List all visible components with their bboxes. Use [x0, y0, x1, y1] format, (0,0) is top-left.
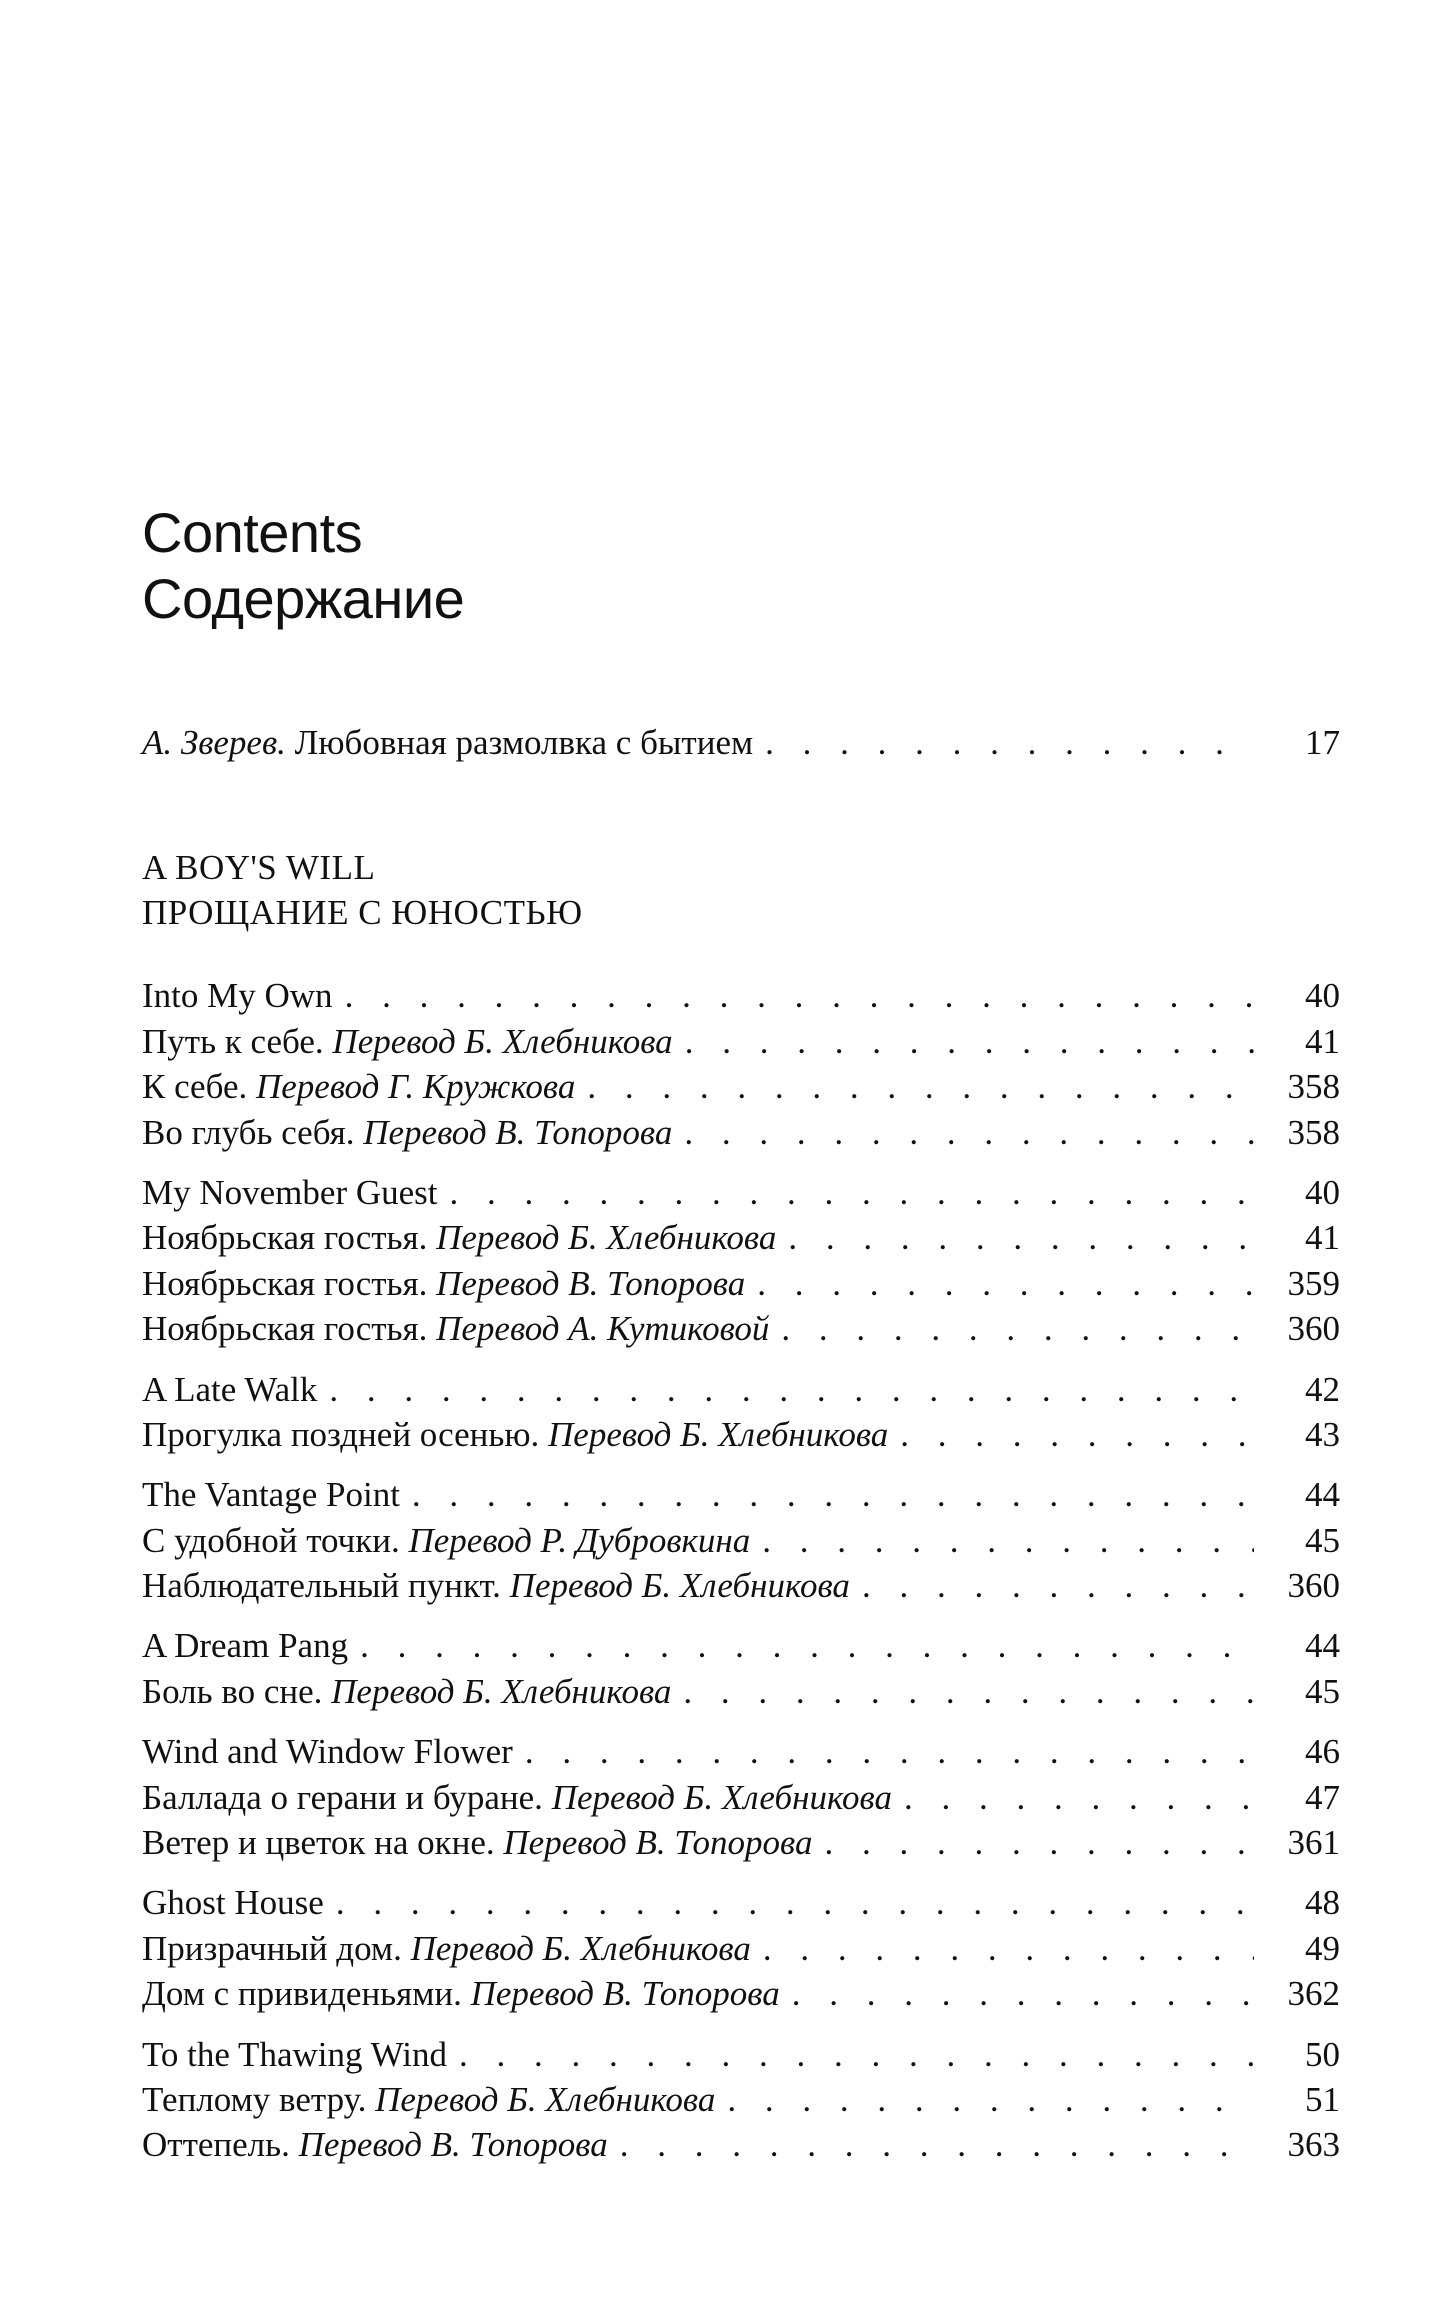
entry-page-number: 358	[1287, 1112, 1340, 1152]
entry-title: Into My Own	[142, 976, 333, 1016]
entry-text	[142, 1820, 813, 1865]
translation-entry	[142, 1563, 1340, 1608]
spacer	[142, 2017, 1340, 2032]
entry-group	[142, 1623, 1340, 1714]
entry-title: Wind and Window Flower	[142, 1732, 513, 1772]
entry-page-number: 41	[1305, 1218, 1340, 1258]
dot-leader	[780, 1971, 1254, 2016]
dot-leader	[850, 1563, 1254, 1608]
dot-leader	[769, 1306, 1254, 1351]
entry-text	[142, 1518, 750, 1563]
entry-page-number: 360	[1287, 1566, 1340, 1606]
entry-page-number: 358	[1287, 1067, 1340, 1107]
entry-title: К себе.	[142, 1067, 248, 1107]
entry-text	[142, 1729, 513, 1774]
entry-translator: Перевод Б. Хлебникова	[410, 1928, 751, 1968]
entry-page-number: 363	[1287, 2125, 1340, 2165]
entry-page-number: 45	[1305, 1671, 1340, 1711]
intro-title: Любовная размолвка с бытием	[294, 723, 754, 762]
entry-title: Призрачный дом.	[142, 1928, 402, 1968]
entry-text	[142, 2077, 715, 2122]
dot-leader	[813, 1820, 1254, 1865]
dot-leader	[715, 2077, 1254, 2122]
entry-text	[142, 1215, 776, 1260]
intro-page-number: 17	[1305, 723, 1340, 762]
entry-text	[142, 1669, 671, 1714]
translation-entry	[142, 1215, 1340, 1260]
spacer	[142, 1608, 1340, 1623]
entry-page-number: 51	[1305, 2079, 1340, 2119]
spacer	[142, 1352, 1340, 1367]
translation-entry	[142, 1518, 1340, 1563]
dot-leader	[745, 1261, 1254, 1306]
original-poem-entry	[142, 2032, 1340, 2077]
entry-title: To the Thawing Wind	[142, 2034, 447, 2074]
original-poem-entry	[142, 1367, 1340, 1412]
intro-author: А. Зверев.	[142, 723, 286, 762]
entry-page-number: 362	[1287, 1974, 1340, 2014]
translation-entry	[142, 1306, 1340, 1351]
entry-group	[142, 2032, 1340, 2168]
dot-leader	[575, 1064, 1254, 1109]
dot-leader	[750, 1518, 1254, 1563]
translation-entry	[142, 1926, 1340, 1971]
entry-page-number: 42	[1305, 1369, 1340, 1409]
entry-translator: Перевод Г. Кружкова	[255, 1067, 576, 1107]
entry-translator: Перевод Б. Хлебникова	[548, 1414, 889, 1454]
entry-translator: Перевод Б. Хлебникова	[551, 1777, 892, 1817]
section-title-english: A BOY'S WILL	[142, 848, 376, 888]
translation-entry	[142, 1820, 1340, 1865]
entry-text	[142, 1926, 751, 1971]
entry-text	[142, 1019, 673, 1064]
entry-translator: Перевод В. Топорова	[436, 1263, 746, 1303]
original-poem-entry	[142, 1170, 1340, 1215]
spacer	[142, 935, 1340, 973]
intro-entry-text	[142, 720, 753, 765]
translation-entry	[142, 1110, 1340, 1155]
intro-entry	[142, 720, 1340, 765]
entry-translator: Перевод В. Топорова	[298, 2125, 608, 2165]
entry-title: Ноябрьская гостья.	[142, 1263, 428, 1303]
entry-translator: Перевод Б. Хлебникова	[509, 1566, 850, 1606]
entry-page-number: 46	[1305, 1732, 1340, 1772]
entry-text	[142, 2032, 447, 2077]
entry-title: My November Guest	[142, 1172, 438, 1212]
entry-page-number: 359	[1287, 1263, 1340, 1303]
entry-text	[142, 1775, 892, 1820]
entry-page-number: 361	[1287, 1823, 1340, 1863]
translation-entry	[142, 1669, 1340, 1714]
dot-leader	[751, 1926, 1254, 1971]
entry-page-number: 48	[1305, 1883, 1340, 1923]
entry-text	[142, 1563, 850, 1608]
entry-title: Прогулка поздней осенью.	[142, 1414, 540, 1454]
entry-page-number: 41	[1305, 1021, 1340, 1061]
original-poem-entry	[142, 1623, 1340, 1668]
entry-group	[142, 1367, 1340, 1458]
heading-english: Contents	[142, 501, 363, 564]
dot-leader	[888, 1412, 1254, 1457]
entry-title: Во глубь себя.	[142, 1112, 355, 1152]
spacer	[142, 1714, 1340, 1729]
translation-entry	[142, 1064, 1340, 1109]
entry-group	[142, 973, 1340, 1155]
entry-page-number: 40	[1305, 1172, 1340, 1212]
entry-title: Ноябрьская гостья.	[142, 1218, 428, 1258]
heading-russian: Содержание	[142, 567, 465, 630]
dot-leader	[673, 1019, 1254, 1064]
entry-title: A Late Walk	[142, 1369, 318, 1409]
entry-title: С удобной точки.	[142, 1520, 400, 1560]
entry-text	[142, 1367, 317, 1412]
entry-page-number: 360	[1287, 1309, 1340, 1349]
entry-title: Наблюдательный пункт.	[142, 1566, 501, 1606]
entry-translator: Перевод А. Кутиковой	[436, 1309, 770, 1349]
entry-translator: Перевод Б. Хлебникова	[331, 1671, 672, 1711]
entry-page-number: 50	[1305, 2034, 1340, 2074]
entry-text	[142, 1880, 324, 1925]
entry-text	[142, 1472, 400, 1517]
original-poem-entry	[142, 1472, 1340, 1517]
entry-title: A Dream Pang	[142, 1626, 349, 1666]
spacer	[142, 1457, 1340, 1472]
entry-translator: Перевод Б. Хлебникова	[375, 2079, 716, 2119]
entry-page-number: 40	[1305, 976, 1340, 1016]
entry-text	[142, 1261, 745, 1306]
translation-entry	[142, 1412, 1340, 1457]
entry-group	[142, 1170, 1340, 1352]
entry-text	[142, 1623, 348, 1668]
entry-title: Путь к себе.	[142, 1021, 324, 1061]
entry-page-number: 43	[1305, 1414, 1340, 1454]
translation-entry	[142, 2077, 1340, 2122]
entry-title: Ghost House	[142, 1883, 324, 1923]
dot-leader	[438, 1170, 1254, 1215]
translation-entry	[142, 1019, 1340, 1064]
entry-translator: Перевод В. Топорова	[503, 1823, 813, 1863]
dot-leader	[671, 1669, 1254, 1714]
entry-translator: Перевод Р. Дубровкина	[408, 1520, 751, 1560]
dot-leader	[333, 973, 1254, 1018]
original-poem-entry	[142, 1729, 1340, 1774]
dot-leader	[447, 2032, 1254, 2077]
entry-page-number: 47	[1305, 1777, 1340, 1817]
entry-title: Теплому ветру.	[142, 2079, 367, 2119]
dot-leader	[672, 1110, 1254, 1155]
entry-group	[142, 1472, 1340, 1608]
original-poem-entry	[142, 1880, 1340, 1925]
entry-page-number: 44	[1305, 1626, 1340, 1666]
translation-entry	[142, 2122, 1340, 2167]
original-poem-entry	[142, 973, 1340, 1018]
dot-leader	[753, 720, 1254, 765]
entry-page-number: 44	[1305, 1475, 1340, 1515]
entry-title: Дом с привиденьями.	[142, 1974, 462, 2014]
dot-leader	[400, 1472, 1254, 1517]
entry-title: Ветер и цветок на окне.	[142, 1823, 495, 1863]
dot-leader	[608, 2122, 1254, 2167]
spacer	[142, 1865, 1340, 1880]
entry-text	[142, 1064, 575, 1109]
entry-text	[142, 2122, 608, 2167]
dot-leader	[776, 1215, 1254, 1260]
entry-group	[142, 1729, 1340, 1865]
entry-title: The Vantage Point	[142, 1475, 400, 1515]
entry-title: Баллада о герани и буране.	[142, 1777, 543, 1817]
contents-heading	[142, 500, 464, 632]
entry-text	[142, 1110, 672, 1155]
dot-leader	[348, 1623, 1254, 1668]
entry-translator: Перевод Б. Хлебникова	[332, 1021, 673, 1061]
entry-title: Оттепель.	[142, 2125, 290, 2165]
translation-entry	[142, 1971, 1340, 2016]
translation-entry	[142, 1775, 1340, 1820]
translation-entry	[142, 1261, 1340, 1306]
dot-leader	[513, 1729, 1254, 1774]
entry-text	[142, 1170, 438, 1215]
entry-text	[142, 1971, 780, 2016]
dot-leader	[324, 1880, 1254, 1925]
entry-text	[142, 973, 333, 1018]
entry-page-number: 45	[1305, 1520, 1340, 1560]
entry-title: Ноябрьская гостья.	[142, 1309, 428, 1349]
entry-translator: Перевод Б. Хлебникова	[436, 1218, 777, 1258]
table-of-contents	[142, 720, 1340, 2168]
entry-translator: Перевод В. Топорова	[470, 1974, 780, 2014]
entry-text	[142, 1412, 888, 1457]
entry-translator: Перевод В. Топорова	[363, 1112, 673, 1152]
dot-leader	[317, 1367, 1254, 1412]
spacer	[142, 1155, 1340, 1170]
entry-groups	[142, 973, 1340, 2167]
entry-title: Боль во сне.	[142, 1671, 323, 1711]
dot-leader	[892, 1775, 1254, 1820]
section-title-russian: ПРОЩАНИЕ С ЮНОСТЬЮ	[142, 893, 583, 933]
entry-group	[142, 1880, 1340, 2016]
spacer	[142, 765, 1340, 845]
entry-page-number: 49	[1305, 1928, 1340, 1968]
entry-text	[142, 1306, 769, 1351]
